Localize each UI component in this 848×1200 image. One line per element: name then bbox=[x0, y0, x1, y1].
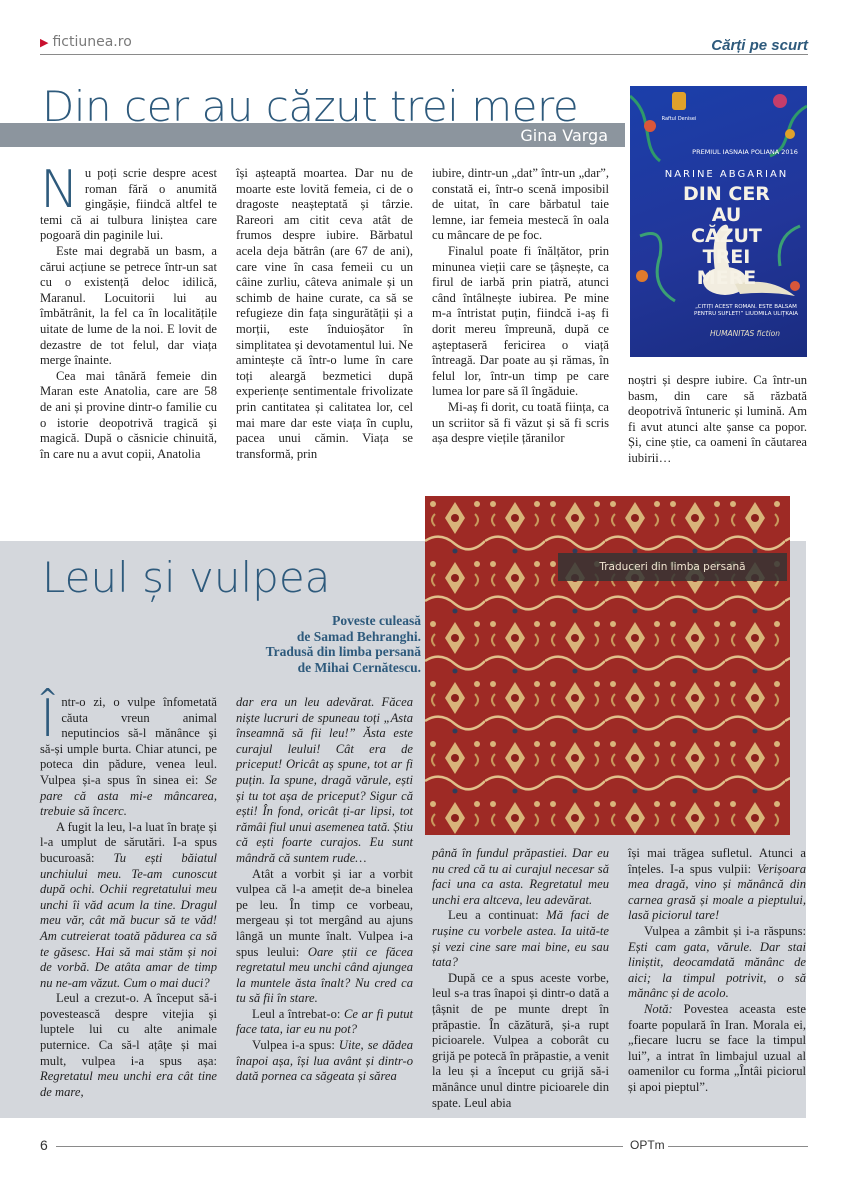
article1-column-2: își așteaptă moartea. Dar nu de moarte este lovită femeia, ci de o dragoste neașteptată și târzie. Rareori am citit ceva atât de frumos despre iubire. Bărbatul acela deja bătrân (are 67 de ani), care vine în casa femeii cu un câine zurliu, câteva animale și un schimb de haine curate, ca să se refugieze din fața singurătății și a morții, este înduioșător în simplitatea și devotamentul lui. Ne amintește că într-o lume în care toți aleargă bezmetici după experiențe sentimentale frivolizate prin cantitatea și calitatea lor, cel mai mare dar este viața în cuplu, pacea unui cămin. Viața se transformă, prin bbox=[236, 166, 413, 461]
article1-column-1: Nu poți scrie despre acest roman fără o anumită gingășie, fiindcă altfel te temi că ai tulbura liniștea care pogoară din paginile lui. Este mai degrabă un basm, a cărui acțiune se petrece într-un sat cu o existență deloc idilică, Maranul. Locuitorii lui au îmbătrânit, la fel ca în localitățile uitate de lume de la noi. E lovit de dezastre de tot felul, dar viața merge înainte. Cea mai tânără femeie din Maran este Anatolia, care are 58 de ani și provine dintr-o familie cu o istorie deopotrivă tragică și magică. După o căsnicie chinuită, în care nu a avut copii, Anatolia bbox=[40, 160, 217, 461]
site-name[interactable]: fictiunea.ro bbox=[52, 34, 132, 50]
header-rule bbox=[40, 54, 808, 55]
cover-publisher: HUMANITAS fiction bbox=[709, 329, 780, 338]
section-label: Cărți pe scurt bbox=[711, 37, 808, 54]
article1-column-3: iubire, dintr-un „dat” într-un „dar”, constată ei, într-o scenă imposibil de uitat, în care bărbatul taie lemne, iar femeia mestecă în oala cu mâncare de pe foc. Finalul poate fi înălțător, prin minunea vieții care se țâșnește, ca firul de iarbă prin piatră, atunci când întâlnește iubirea. Pe mine m-a întristat puțin, fiindcă i-aș fi dorit mereu împreună, după ce așteptaseră fericirea o viață întreagă. Dar poate au și rămas, în felul lor, într-un timp pe care lumea lor pare să îl îngăduie. Mi-aș fi dorit, cu toată ființa, ca un scriitor să fi văzut și să fi scris așa despre viețile țăranilor bbox=[432, 166, 609, 446]
dropcap: Î bbox=[40, 689, 56, 749]
cover-quote: „CITIȚI ACEST ROMAN. ESTE BALSAM PENTRU SUFLET!” LIUDMILA ULIȚKAIA bbox=[694, 304, 798, 317]
article1-column-4: noștri și despre iubire. Ca într-un basm, din care să răzbată deopotrivă întuneric și lumină. Am fi avut atunci alte șanse ca popor. Și, cine știe, ca oameni în căutarea iubirii… bbox=[628, 373, 807, 465]
article2-column-1: Într-o zi, o vulpe înfometată căuta vreun animal neputincios să-l mănânce și să-și umple burta. Chiar atunci, pe poteca din pădure, venea leul. Vulpea și-a spus în sinea ei: Se pare că asta mi-e mâncarea, trebuie să încerc. A fugit la leu, l-a luat în brațe și l-a umplut de sărutări. I-a spus bucuroasă: Tu ești băiatul unchiului meu. Te-am cunoscut după ochi. Ochii regretatului meu unchi îi văd acum la tine. Dragul meu văr, cât mă bucur să te văd! Am cutreierat toată pădurea ca să te găsesc. Hai să mai stăm și noi de vorbă. De atâta amar de timp nu ne-am văzut. Cum o mai duci? Leul a crezut-o. A început să-i povestească despre vitejia și luptele lui cu alte animale puternice. Ca să-l ațâțe și mai mult, vulpea i-a spus așa: Regretatul meu unchi era cât tine de mare, bbox=[40, 689, 217, 1099]
rug-pattern bbox=[425, 496, 790, 835]
persian-rug-image bbox=[425, 496, 790, 835]
cover-title: DIN CER AU CĂZUT TREI MERE bbox=[683, 183, 770, 289]
cover-series: Raftul Denisei bbox=[661, 116, 697, 122]
article2-column-3: până în fundul prăpastiei. Dar eu nu cred că tu ai curajul necesar să faci una ca asta. Regretatul meu unchi era altceva, leu adevărat. Leu a continuat: Mă faci de rușine cu vorbele astea. Ia uită-te și vezi cine sare mai bine, eu sau tata? După ce a spus aceste vorbe, leul s-a tras înapoi și dintr-o dată a țâșnit de pe munte drept în prăpastie. În căzătură, și-a rupt picioarele. Vulpea a coborât cu grijă pe potecă în prăpastie, a venit la leu și a început cu grijă să-i mănânce unul dintre picioarele din spate. Leul abia bbox=[432, 846, 609, 1110]
play-triangle-icon: ▶ bbox=[40, 36, 49, 49]
article2-column-4: își mai trăgea sufletul. Atunci a înțeles. I-a spus vulpii: Verișoara mea dragă, vino și mănâncă din carnea grasă și moale a pieptului, lasă piciorul tare! Vulpea a zâmbit și i-a răspuns: Ești cam gata, vărule. Dar stai liniștit, deocamdată mănânc de aici; la timpul potrivit, o să mănânc și de acolo. Notă: Povestea aceasta este foarte populară în Iran. Morala ei, „fiecare lucru se face la timpul lui”, a intrat în limbajul uzual al oamenilor cu forma „Întâi piciorul și apoi pieptul”. bbox=[628, 846, 806, 1094]
magazine-name: OPTm bbox=[630, 1138, 665, 1152]
footer-rule-right bbox=[668, 1146, 808, 1147]
article2-title: Leul și vulpea bbox=[42, 553, 331, 602]
article2-credits: Poveste culeasă de Samad Behranghi. Tradusă din limba persană de Mihai Cernătescu. bbox=[265, 613, 421, 675]
page-number: 6 bbox=[40, 1137, 48, 1153]
site-label[interactable] bbox=[40, 34, 132, 50]
article1-author: Gina Varga bbox=[520, 126, 608, 145]
book-cover bbox=[630, 86, 807, 357]
article1-title: Din cer au căzut trei mere bbox=[42, 82, 579, 131]
footer-rule bbox=[56, 1146, 623, 1147]
cover-author: NARINE ABGARIAN bbox=[664, 169, 789, 180]
article2-column-2: dar era un leu adevărat. Făcea niște lucruri de spuneau toți „Asta înseamnă să fii leu!” Ăsta este curajul leului! Cât era de priceput! Oricât aș spune, tot ar fi puțin. Ia spune, dragă vărule, ești și tu tot așa de priceput? Sigur că ești! În fond, oricât ți-ar lipsi, tot rămâi fiul unui asemenea tată. Știu că ești foarte curajos. Eu sunt mândră că suntem rude… Atât a vorbit și iar a vorbit vulpea că l-a amețit de-a binelea pe leu. În timp ce vorbeau, mergeau și tot mergând au ajuns lângă un munte înalt. Vulpea i-a spus leului: Oare știi ce făcea regretatul meu unchi când ajungea la muntele ăsta înalt? Nu cred ca tu să fii în stare. Leul a întrebat-o: Ce ar fi putut face tata, iar eu nu pot? Vulpea i-a spus: Uite, se dădea înapoi așa, își lua avânt și dintr-o dată pornea ca săgeata și sărea bbox=[236, 695, 414, 1084]
cover-prize: PREMIUL IASNAIA POLIANA 2016 bbox=[692, 148, 798, 156]
dropcap: N bbox=[40, 160, 79, 220]
image-caption: Traduceri din limba persană bbox=[558, 553, 787, 581]
